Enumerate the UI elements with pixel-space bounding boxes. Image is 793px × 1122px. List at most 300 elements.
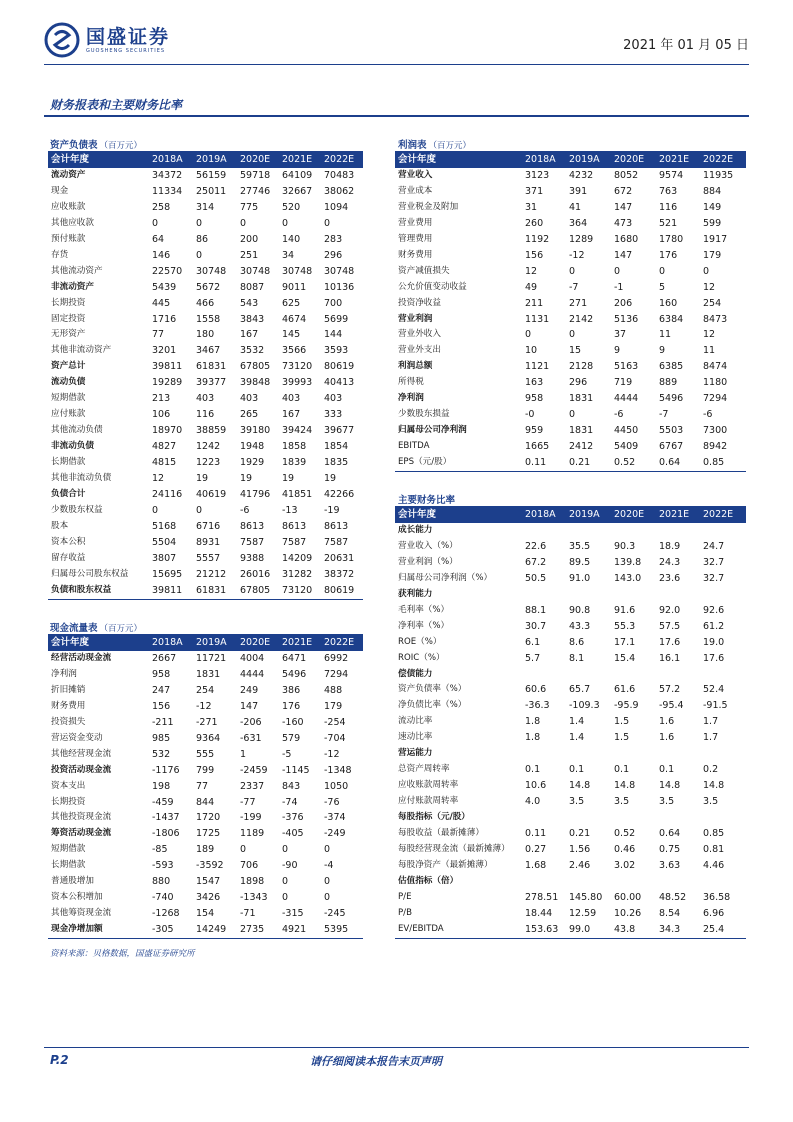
row-label: 净负债比率（%） <box>398 700 467 711</box>
row-value: 3.5 <box>569 796 585 808</box>
row-label: 投资净收益 <box>398 297 441 308</box>
row-value <box>525 523 569 539</box>
row-label: 公允价值变动收益 <box>398 281 467 292</box>
row-value: 41796 <box>240 489 271 501</box>
row-label: 净利率（%） <box>398 620 450 631</box>
logo-chinese-name: 国盛证券 <box>86 25 171 48</box>
row-value: 39993 <box>282 377 313 389</box>
column-header-year: 2018A <box>525 154 556 165</box>
row-value: -631 <box>240 732 262 744</box>
row-value: 0.1 <box>659 764 675 776</box>
row-value: 36.58 <box>703 891 731 903</box>
table-row <box>48 184 363 200</box>
row-value: 2667 <box>152 652 177 664</box>
row-value: -1348 <box>324 764 352 776</box>
row-value: 179 <box>703 249 722 261</box>
row-label: 现金净增加额 <box>48 922 152 938</box>
row-value: 1917 <box>703 233 728 245</box>
row-value: -71 <box>240 908 256 920</box>
row-value: 77 <box>152 329 165 341</box>
row-label: P/B <box>398 907 412 918</box>
row-value: 775 <box>240 201 259 213</box>
row-value: 763 <box>659 185 678 197</box>
table-row <box>395 922 746 938</box>
row-value: 403 <box>196 393 215 405</box>
row-value <box>659 587 703 603</box>
row-value: 38062 <box>324 185 355 197</box>
row-label: 每股净资产（最新摊薄） <box>398 859 493 870</box>
row-value: 5496 <box>282 668 307 680</box>
row-value: 1192 <box>525 233 550 245</box>
row-label: 现金 <box>51 185 69 196</box>
row-label: 其他应收款 <box>51 217 94 228</box>
row-label: EBITDA <box>398 441 430 452</box>
table-row <box>395 714 746 730</box>
row-value: 176 <box>282 700 301 712</box>
row-value: 154 <box>196 908 215 920</box>
row-value: 5136 <box>614 313 639 325</box>
row-value: -6 <box>614 409 624 421</box>
row-label: 少数股东权益 <box>51 504 103 515</box>
table-row <box>395 539 746 555</box>
row-value: 1.4 <box>569 732 585 744</box>
row-value: 4444 <box>614 393 639 405</box>
row-value: 4444 <box>240 668 265 680</box>
table-row <box>48 343 363 359</box>
table-row <box>395 327 746 343</box>
row-label: 其他非流动负债 <box>51 473 112 484</box>
row-value: 466 <box>196 297 215 309</box>
income-statement-table <box>395 152 746 472</box>
row-value: 34.3 <box>659 922 703 938</box>
table-row <box>395 778 746 794</box>
row-value: 0 <box>282 217 289 229</box>
row-value <box>703 746 746 762</box>
row-value: 40413 <box>324 377 355 389</box>
table-row <box>395 794 746 810</box>
table-row <box>48 567 363 583</box>
row-label: 每股经营现金流（最新摊薄） <box>398 844 510 855</box>
row-value: 163 <box>525 377 544 389</box>
row-value: -90 <box>282 860 298 872</box>
table-row <box>48 248 363 264</box>
row-value: 488 <box>324 684 343 696</box>
row-value: -1268 <box>152 908 180 920</box>
row-value: 0.52 <box>614 828 636 840</box>
row-value: 700 <box>324 297 343 309</box>
row-label: 其他非流动资产 <box>51 345 112 356</box>
table-row <box>48 327 363 343</box>
row-label: 营业外支出 <box>398 345 441 356</box>
table-row <box>48 232 363 248</box>
row-value: 8.6 <box>569 636 585 648</box>
row-value: -374 <box>324 812 346 824</box>
row-value: 4.46 <box>703 859 725 871</box>
row-value: 0.1 <box>614 764 630 776</box>
row-value: 106 <box>152 409 171 421</box>
table-row <box>48 264 363 280</box>
row-label: 资产减值损失 <box>398 265 450 276</box>
row-value: 958 <box>525 393 544 405</box>
table-row <box>395 248 746 264</box>
row-value: 213 <box>152 393 171 405</box>
row-value: 11721 <box>196 652 227 664</box>
row-value: 844 <box>196 796 215 808</box>
row-value: 10.26 <box>614 907 642 919</box>
row-value: 73120 <box>282 583 324 599</box>
row-value: -12 <box>196 700 212 712</box>
row-value: 0 <box>152 217 159 229</box>
column-header-label: 会计年度 <box>398 154 437 165</box>
table-row <box>48 731 363 747</box>
row-value: 1.8 <box>525 716 541 728</box>
row-value: 0.46 <box>614 844 636 856</box>
row-value: 14.8 <box>614 780 636 792</box>
row-value: 1665 <box>525 441 550 453</box>
row-value: 1558 <box>196 313 221 325</box>
row-label: 资产负债率（%） <box>398 684 467 695</box>
row-value: 1.7 <box>703 732 719 744</box>
row-value: 15.4 <box>614 652 636 664</box>
row-value: 49 <box>525 281 538 293</box>
row-value: 706 <box>240 860 259 872</box>
row-value: 8613 <box>324 520 349 532</box>
row-value: 7294 <box>703 393 728 405</box>
row-value <box>703 667 746 683</box>
row-value: 1180 <box>703 377 728 389</box>
row-value: -1176 <box>152 764 180 776</box>
row-value: 39377 <box>196 377 227 389</box>
row-label: 财务费用 <box>398 249 433 260</box>
row-value: 11935 <box>703 169 734 181</box>
row-value: -2459 <box>240 764 268 776</box>
row-value: 799 <box>196 764 215 776</box>
row-value <box>525 874 569 890</box>
row-value: 25.4 <box>703 922 746 938</box>
row-value: -3592 <box>196 860 224 872</box>
row-label: 总资产周转率 <box>398 764 450 775</box>
ratios-title: 主要财务比率 <box>398 495 456 506</box>
row-value: 1121 <box>525 361 550 373</box>
row-label: EPS（元/股） <box>395 455 525 471</box>
table-row <box>395 667 746 683</box>
row-value: 2.46 <box>569 859 591 871</box>
row-label: 流动比率 <box>398 716 433 727</box>
table-row <box>48 375 363 391</box>
table-row <box>48 535 363 551</box>
row-value: 179 <box>324 700 343 712</box>
row-value: 32667 <box>282 185 313 197</box>
table-row <box>395 296 746 312</box>
table-row <box>395 698 746 714</box>
row-value: 6384 <box>659 313 684 325</box>
row-label: 偿债能力 <box>398 668 433 679</box>
row-value: 80619 <box>324 583 363 599</box>
row-value: 1831 <box>569 393 594 405</box>
row-value: 39811 <box>152 361 183 373</box>
table-header-row <box>395 507 746 523</box>
row-value: -704 <box>324 732 346 744</box>
row-value: 206 <box>614 297 633 309</box>
row-value: 92.0 <box>659 604 681 616</box>
row-value: 12 <box>703 329 716 341</box>
row-value: 3.5 <box>614 796 630 808</box>
row-value: 180 <box>196 329 215 341</box>
table-row <box>48 551 363 567</box>
row-value: 30748 <box>240 265 271 277</box>
row-value: 7300 <box>703 425 728 437</box>
row-value: 23.6 <box>659 572 681 584</box>
row-value: 625 <box>282 297 301 309</box>
row-label: 营业成本 <box>398 185 433 196</box>
logo-icon <box>44 22 80 58</box>
row-label: 应付账款 <box>51 409 86 420</box>
row-label: 速动比率 <box>398 732 433 743</box>
row-value: 4232 <box>569 169 594 181</box>
row-value: 61831 <box>196 361 227 373</box>
table-row <box>395 232 746 248</box>
row-label: 长期借款 <box>51 860 86 871</box>
row-label: 营业税金及附加 <box>398 201 459 212</box>
row-value: -7 <box>569 281 579 293</box>
row-value: 1547 <box>196 876 221 888</box>
row-value: 147 <box>614 201 633 213</box>
row-value: 39180 <box>240 425 271 437</box>
row-value: 599 <box>703 217 722 229</box>
column-header-year: 2022E <box>324 637 355 648</box>
row-value: 32.7 <box>703 556 725 568</box>
row-label: 股本 <box>51 520 69 531</box>
row-value: 0 <box>324 217 331 229</box>
row-value: 10136 <box>324 281 355 293</box>
row-value: -315 <box>282 908 304 920</box>
row-value <box>525 810 569 826</box>
row-value: 283 <box>324 233 343 245</box>
row-label: 长期投资 <box>51 796 86 807</box>
row-label: 折旧摊销 <box>51 684 86 695</box>
row-label: 其他投资现金流 <box>51 812 112 823</box>
row-value: 40619 <box>196 489 227 501</box>
row-value: -91.5 <box>703 700 728 712</box>
table-row <box>48 423 363 439</box>
row-value: 0 <box>196 504 203 516</box>
row-label: 普通股增加 <box>51 876 94 887</box>
section-divider <box>44 115 749 117</box>
row-value: 0 <box>324 876 331 888</box>
row-label: 资本公积 <box>51 536 86 547</box>
row-value: 145.80 <box>569 891 603 903</box>
table-row <box>395 651 746 667</box>
row-value: 57.2 <box>659 684 681 696</box>
table-row <box>48 715 363 731</box>
row-label: 营业收入（%） <box>398 540 458 551</box>
row-value: -12 <box>324 748 340 760</box>
logo-english-name: GUOSHENG SECURITIES <box>86 47 166 54</box>
row-label: 固定投资 <box>51 313 86 324</box>
table-row <box>48 312 363 328</box>
table-row <box>48 471 363 487</box>
column-header-year: 2019A <box>196 637 227 648</box>
row-value: 22.6 <box>525 540 547 552</box>
row-value: 145 <box>282 329 301 341</box>
row-value: -1437 <box>152 812 180 824</box>
table-row <box>48 651 363 667</box>
row-value: 520 <box>282 201 301 213</box>
row-value: -249 <box>324 828 346 840</box>
row-value: 189 <box>196 844 215 856</box>
row-label: 成长能力 <box>398 524 433 535</box>
row-value <box>703 587 746 603</box>
row-label: 预付账款 <box>51 233 86 244</box>
row-value: 555 <box>196 748 215 760</box>
row-value: -0 <box>525 409 535 421</box>
row-value: 116 <box>196 409 215 421</box>
row-value: -76 <box>324 796 340 808</box>
row-label: ROIC（%） <box>398 652 445 663</box>
table-row <box>48 391 363 407</box>
row-value: 60.00 <box>614 891 642 903</box>
row-label: EV/EBITDA <box>395 922 525 938</box>
row-value: 65.7 <box>569 684 591 696</box>
table-row <box>395 200 746 216</box>
row-value: 880 <box>152 876 171 888</box>
row-value: 57.5 <box>659 620 681 632</box>
row-value: 48.52 <box>659 891 687 903</box>
row-value: 0 <box>569 265 576 277</box>
row-value: 11334 <box>152 185 183 197</box>
row-value: 9364 <box>196 732 221 744</box>
row-value: 0 <box>196 249 203 261</box>
row-label: 短期借款 <box>51 844 86 855</box>
row-value: 5503 <box>659 425 684 437</box>
balance-sheet-title: 资产负债表 <box>50 140 98 151</box>
row-value: 403 <box>324 393 343 405</box>
row-value: 19289 <box>152 377 183 389</box>
row-value: 91.6 <box>614 604 636 616</box>
row-value: 1.6 <box>659 716 675 728</box>
row-value: -211 <box>152 716 174 728</box>
row-label: 非流动资产 <box>51 281 94 292</box>
row-value: 445 <box>152 297 171 309</box>
row-label: 其他流动资产 <box>51 265 103 276</box>
row-value: 8087 <box>240 281 265 293</box>
row-value: 6471 <box>282 652 307 664</box>
row-value: 64 <box>152 233 165 245</box>
row-value: 1.68 <box>525 859 547 871</box>
row-label: 少数股东损益 <box>398 409 450 420</box>
row-value: 10 <box>525 345 538 357</box>
row-value: 67805 <box>240 361 271 373</box>
row-value: -6 <box>703 409 713 421</box>
row-value: 249 <box>240 684 259 696</box>
row-value: 1189 <box>240 828 265 840</box>
row-value: 146 <box>152 249 171 261</box>
row-value: 156 <box>525 249 544 261</box>
row-value: 67805 <box>240 583 282 599</box>
row-value: -1806 <box>152 828 180 840</box>
row-value: 0.27 <box>525 844 547 856</box>
row-value: 89.5 <box>569 556 591 568</box>
cash-flow-unit: （百万元） <box>99 624 143 634</box>
row-value: 1289 <box>569 233 594 245</box>
column-header-year: 2021E <box>659 154 690 165</box>
section-title: 财务报表和主要财务比率 <box>50 98 183 112</box>
row-value: 18970 <box>152 425 183 437</box>
row-value: 4827 <box>152 441 177 453</box>
row-value: 314 <box>196 201 215 213</box>
column-header-year: 2021E <box>282 154 313 165</box>
row-label: 投资损失 <box>51 716 86 727</box>
row-value: 73120 <box>282 361 313 373</box>
row-value: 18.9 <box>659 540 681 552</box>
row-value: 6.96 <box>703 907 725 919</box>
row-value: -109.3 <box>569 700 600 712</box>
row-label: 经营活动现金流 <box>51 652 112 663</box>
table-row <box>395 168 746 184</box>
row-label: 估值指标（倍） <box>398 875 459 886</box>
row-value <box>525 746 569 762</box>
row-value: 52.4 <box>703 684 725 696</box>
row-value: 5163 <box>614 361 639 373</box>
row-value <box>614 587 659 603</box>
table-row <box>48 200 363 216</box>
row-value: 24.3 <box>659 556 681 568</box>
row-value: 1.5 <box>614 716 630 728</box>
row-label: 营运资金变动 <box>51 732 103 743</box>
row-label: 营业外收入 <box>398 329 441 340</box>
row-value <box>659 810 703 826</box>
row-value: 254 <box>703 297 722 309</box>
row-value: 26016 <box>240 568 271 580</box>
row-label: 应收账款 <box>51 201 86 212</box>
table-row <box>395 730 746 746</box>
row-value: 211 <box>525 297 544 309</box>
row-value: -36.3 <box>525 700 550 712</box>
income-statement-unit: （百万元） <box>428 141 472 151</box>
row-value: 200 <box>240 233 259 245</box>
row-value: -12 <box>569 249 585 261</box>
row-value: 1680 <box>614 233 639 245</box>
row-value: 3426 <box>196 892 221 904</box>
row-value <box>569 523 614 539</box>
table-row <box>395 746 746 762</box>
row-value <box>614 810 659 826</box>
row-value: 55.3 <box>614 620 636 632</box>
row-value: 144 <box>324 329 343 341</box>
row-value: 77 <box>196 780 209 792</box>
cash-flow-table <box>48 635 363 939</box>
row-value: 50.5 <box>525 572 547 584</box>
row-value: 39811 <box>152 583 196 599</box>
row-label: 筹资活动现金流 <box>51 828 112 839</box>
cash-flow-caption <box>50 620 142 634</box>
row-value: 1.4 <box>569 716 585 728</box>
row-value: 1948 <box>240 441 265 453</box>
row-value: 167 <box>240 329 259 341</box>
row-value: 61831 <box>196 583 240 599</box>
cash-flow-title: 现金流量表 <box>50 623 98 634</box>
footer-divider <box>44 1047 749 1048</box>
row-value: 0.21 <box>569 828 591 840</box>
row-value: 532 <box>152 748 171 760</box>
row-value: 0.1 <box>569 764 585 776</box>
table-row <box>48 890 363 906</box>
table-row <box>395 571 746 587</box>
table-row <box>48 519 363 535</box>
table-row <box>395 184 746 200</box>
row-value: 1898 <box>240 876 265 888</box>
row-value: 0 <box>240 844 247 856</box>
